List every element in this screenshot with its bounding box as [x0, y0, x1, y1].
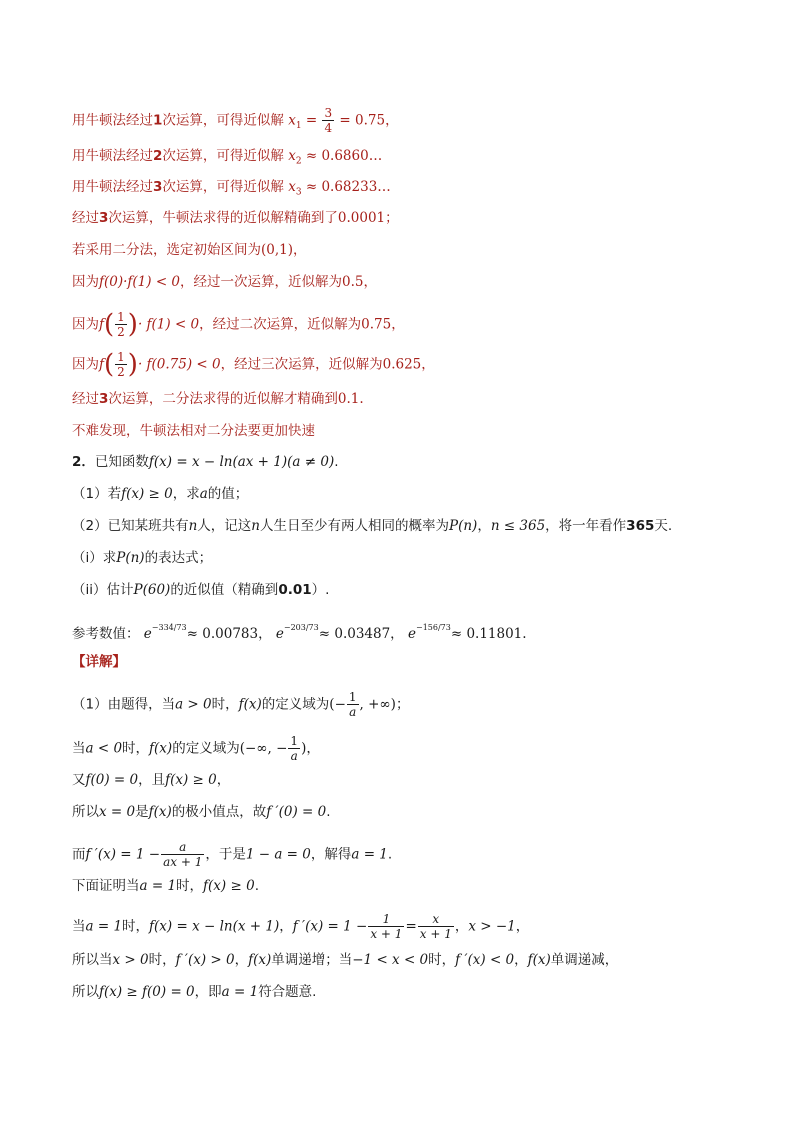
math-value: 0.0001；	[337, 210, 399, 226]
text: 的值；	[207, 486, 249, 502]
question-2-part-2	[72, 516, 672, 536]
fraction	[115, 350, 127, 379]
fraction-denominator: x + 1	[419, 927, 452, 941]
text: （1）由题得，当	[72, 696, 176, 713]
math-op: =	[405, 918, 417, 935]
math-expression: f(x) ≥ 0	[121, 486, 173, 502]
text: 时，	[176, 878, 204, 894]
text: （ii）估计	[72, 582, 134, 598]
math-exponent: −334/73	[151, 623, 187, 632]
newton-iteration-1	[72, 106, 399, 136]
bisection-step-3	[72, 350, 435, 379]
text: 1	[153, 112, 163, 129]
text: ；	[395, 696, 410, 713]
text: 次运算，可得近似解	[162, 148, 284, 164]
text: ，	[515, 918, 530, 935]
math-expression: f(x) = x − ln(x + 1)	[149, 918, 280, 935]
text: （2）已知某班共有	[72, 518, 189, 534]
math-expression: n ≤ 365	[490, 518, 546, 534]
text: 天.	[654, 518, 673, 534]
fraction-numerator: 1	[117, 350, 125, 364]
text: 时，	[428, 952, 456, 968]
text: ）.	[311, 582, 330, 598]
math-var: x	[288, 148, 296, 164]
math-expression: f(x)	[149, 740, 173, 757]
math-expression: a = 1	[85, 918, 123, 935]
math-expression: f(0)·f(1) < 0	[99, 274, 181, 290]
math-var: e	[275, 626, 284, 642]
math-var: n	[251, 518, 260, 534]
right-paren: )	[127, 349, 138, 380]
comparison-note	[72, 421, 315, 441]
text: 参考数值：	[72, 626, 140, 642]
bisection-step-1	[72, 272, 377, 292]
question-2-stem	[72, 452, 339, 472]
text: 所以	[72, 804, 99, 820]
text: 人，记这	[197, 518, 252, 534]
fraction-numerator: x	[418, 912, 454, 927]
text: 的定义域为	[172, 740, 240, 757]
math-expression: x = 0	[99, 804, 136, 820]
math-var: n	[188, 518, 198, 534]
math-expression: a = 1	[351, 846, 388, 863]
math-expression: 1 − a = 0	[245, 846, 311, 863]
math-expression: f ′(x) = 1 −	[85, 846, 161, 863]
text: 因为	[72, 356, 99, 373]
math-var: x	[288, 179, 296, 195]
solution-line-5	[72, 840, 392, 869]
math-expression: a = 1	[139, 878, 177, 894]
math-expression: f(x)	[248, 952, 272, 968]
math-value: ≈ 0.6860…	[305, 148, 383, 164]
math-var: a	[199, 486, 208, 502]
math-op: (−∞, −	[239, 740, 288, 757]
math-value: ≈ 0.11801.	[450, 626, 527, 642]
math-expression: x > 0	[112, 952, 149, 968]
reference-values	[72, 618, 527, 644]
math-exponent: −203/73	[283, 623, 319, 632]
solution-line-9	[72, 982, 316, 1002]
fraction	[288, 734, 300, 763]
math-expression: a = 1	[221, 984, 259, 1000]
math-expression: f(x)	[148, 804, 172, 820]
text: 符合题意.	[258, 984, 317, 1000]
newton-iteration-2	[72, 146, 382, 172]
solution-line-3	[72, 770, 230, 790]
text: ，	[306, 740, 320, 757]
text: 时，	[211, 696, 239, 713]
text: 2	[153, 148, 163, 164]
question-2-part-1	[72, 484, 248, 504]
left-paren: (	[104, 349, 115, 380]
fraction-denominator: ax + 1	[163, 855, 203, 869]
fraction-numerator: a	[161, 840, 204, 855]
text: ，	[279, 918, 293, 935]
question-number: 2．	[72, 454, 95, 470]
text: 次运算，牛顿法求得的近似解精确到了	[108, 210, 338, 226]
text: ，即	[194, 984, 222, 1000]
text: 时，	[122, 918, 150, 935]
text: 当	[72, 740, 86, 757]
math-var: e	[407, 626, 416, 642]
text: （1）若	[72, 486, 122, 502]
text: 0.01	[278, 582, 312, 598]
math-exponent: −156/73	[415, 623, 451, 632]
fraction-denominator: 2	[117, 325, 125, 339]
math-interval: (0,1)	[261, 242, 294, 258]
fraction-denominator: a	[290, 749, 298, 763]
math-expression: f(0) = 0	[85, 772, 139, 788]
detail-heading	[72, 652, 126, 672]
solution-line-6	[72, 876, 259, 896]
math-expression: x > −1	[468, 918, 516, 935]
text: .	[387, 846, 393, 863]
text: ，经过一次运算，近似解为	[180, 274, 343, 290]
text: 经过	[72, 391, 99, 407]
question-2-part-2-ii	[72, 580, 329, 600]
text: 3	[153, 179, 163, 195]
math-expression: f(x) ≥ 0	[203, 878, 255, 894]
text: ，解得	[310, 846, 352, 863]
text: 用牛顿法经过	[72, 179, 153, 195]
text: 的极小值点，故	[171, 804, 267, 820]
math-expression: f(x)	[527, 952, 551, 968]
section-heading: 【详解】	[72, 654, 126, 670]
math-op: =	[305, 112, 318, 129]
text: （i）求	[72, 550, 117, 566]
fraction	[418, 912, 454, 941]
text: 人生日至少有两人相同的概率为	[260, 518, 449, 534]
solution-line-1	[72, 690, 409, 719]
math-value: 0.75，	[361, 316, 405, 333]
text: 的定义域为	[261, 696, 330, 713]
math-expression: f(x) = x − ln(ax + 1)(a ≠ 0)	[148, 454, 335, 470]
math-value: ≈ 0.68233…	[305, 179, 391, 195]
math-expression: f(x) ≥ 0	[165, 772, 217, 788]
fraction-denominator: 4	[324, 121, 333, 135]
fraction-denominator: 2	[117, 365, 125, 379]
text: 当	[72, 918, 86, 935]
fraction-numerator: 1	[368, 912, 404, 927]
solution-line-8	[72, 950, 618, 970]
math-expression: f(x) ≥ f(0) = 0	[99, 984, 195, 1000]
text: 时，	[148, 952, 176, 968]
newton-iteration-3	[72, 177, 391, 203]
bisection-conclusion	[72, 389, 364, 409]
math-op: )	[301, 740, 307, 757]
math-expression: f ′(x) < 0	[455, 952, 515, 968]
bisection-step-2	[72, 310, 405, 339]
text: .	[326, 804, 331, 820]
newton-conclusion	[72, 208, 399, 228]
math-expression: a < 0	[85, 740, 123, 757]
text: ，经过二次运算，近似解为	[199, 316, 362, 333]
text: 所以	[72, 984, 99, 1000]
math-expression: P(60)	[133, 582, 171, 598]
fraction	[322, 106, 334, 135]
text: .	[334, 454, 339, 470]
fraction-denominator: x + 1	[370, 927, 403, 941]
text: 不难发现，牛顿法相对二分法要更加快速	[72, 423, 315, 439]
math-value: 0.625，	[382, 356, 435, 373]
text: 次运算，可得近似解	[162, 112, 284, 129]
math-expression: · f(0.75) < 0	[137, 356, 221, 373]
math-op: (−	[329, 696, 346, 713]
math-var: f	[99, 316, 104, 333]
text: ，	[477, 518, 491, 534]
solution-line-7	[72, 912, 529, 941]
fraction-numerator: 3	[324, 106, 333, 120]
text: ，于是	[205, 846, 246, 863]
fraction-numerator: 1	[348, 690, 357, 704]
text: .	[254, 878, 259, 894]
math-expression: P(n)	[449, 518, 478, 534]
text: ，	[234, 952, 249, 968]
math-expression: −1 < x < 0	[352, 952, 429, 968]
text: ，求	[172, 486, 200, 502]
text: 3	[99, 391, 109, 407]
math-value: 0.5，	[342, 274, 377, 290]
text: ，	[454, 918, 469, 935]
math-var: f	[99, 356, 104, 373]
math-expression: · f(1) < 0	[137, 316, 200, 333]
text: 的近似值（精确到	[170, 582, 279, 598]
left-paren: (	[104, 309, 115, 340]
fraction-numerator: 1	[117, 310, 125, 324]
fraction	[161, 840, 204, 869]
text: 次运算，可得近似解	[162, 179, 284, 195]
text: ，经过三次运算，近似解为	[220, 356, 383, 373]
text: ，	[216, 772, 231, 788]
math-var: e	[143, 626, 152, 642]
text: ，	[293, 242, 307, 258]
math-expression: f ′(0) = 0	[266, 804, 327, 820]
solution-line-4	[72, 802, 331, 822]
math-value: = 0.75，	[339, 112, 399, 129]
math-value: 0.1.	[337, 391, 364, 407]
text: 365	[626, 518, 655, 534]
text: 所以当	[72, 952, 113, 968]
text: ，且	[138, 772, 166, 788]
fraction	[347, 690, 359, 719]
text: 次运算，二分法求得的近似解才精确到	[108, 391, 338, 407]
text: 3	[99, 210, 109, 226]
math-expression: f ′(x) > 0	[175, 952, 235, 968]
text: 已知函数	[94, 454, 149, 470]
text: 而	[72, 846, 86, 863]
fraction-denominator: a	[349, 705, 357, 719]
math-expression: f ′(x) = 1 −	[292, 918, 368, 935]
math-subscript: 3	[295, 187, 302, 198]
text: 单调递减，	[550, 952, 619, 968]
text: 又	[72, 772, 86, 788]
text: ，将一年看作	[545, 518, 627, 534]
math-var: x	[288, 112, 296, 129]
text: 用牛顿法经过	[72, 112, 153, 129]
math-expression: P(n)	[116, 550, 145, 566]
right-paren: )	[127, 309, 138, 340]
math-value: ≈ 0.03487，	[318, 626, 404, 642]
text: 用牛顿法经过	[72, 148, 153, 164]
text: 因为	[72, 274, 99, 290]
text: 因为	[72, 316, 99, 333]
math-subscript: 1	[295, 121, 302, 132]
fraction-numerator: 1	[290, 734, 299, 748]
fraction	[368, 912, 404, 941]
text: 的表达式；	[144, 550, 213, 566]
text: 是	[135, 804, 149, 820]
text: 经过	[72, 210, 99, 226]
text: 若采用二分法，选定初始区间为	[72, 242, 261, 258]
text: 时，	[122, 740, 150, 757]
solution-line-2	[72, 734, 320, 763]
text: ，	[514, 952, 528, 968]
math-expression: a > 0	[175, 696, 212, 713]
math-subscript: 2	[295, 156, 302, 167]
math-value: ≈ 0.00783，	[186, 626, 272, 642]
fraction	[115, 310, 127, 339]
bisection-start	[72, 240, 307, 260]
text: 下面证明当	[72, 878, 140, 894]
text: 单调递增；当	[271, 952, 353, 968]
math-op: , +∞)	[359, 696, 396, 713]
question-2-part-2-i	[72, 548, 212, 568]
math-expression: f(x)	[238, 696, 262, 713]
